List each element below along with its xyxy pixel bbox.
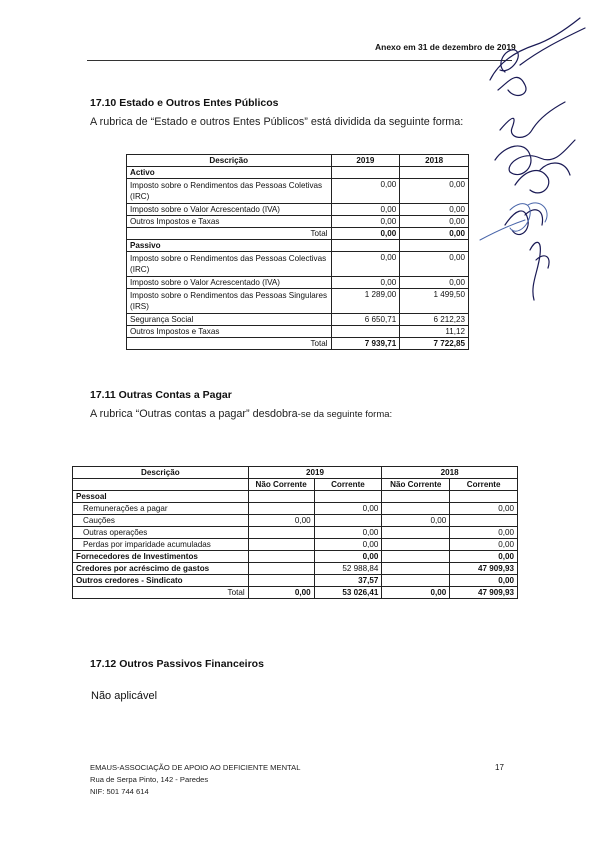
cell-nc-2018 (382, 539, 450, 551)
table-row (73, 539, 518, 551)
table-row (127, 314, 469, 326)
cell-nc-2018 (382, 563, 450, 575)
document-header: Anexo em 31 de dezembro de 2019 (375, 42, 516, 52)
cell-nc-2019: 0,00 (248, 515, 314, 527)
total-row (127, 338, 469, 350)
total-2019: 0,00 (331, 228, 400, 240)
table-subheader-row (73, 479, 518, 491)
cell-2019: 6 650,71 (331, 314, 400, 326)
cell-nc-2019 (248, 527, 314, 539)
row-label: Segurança Social (127, 314, 332, 326)
cell-c-2018: 47 909,93 (450, 563, 518, 575)
cell-2019 (331, 326, 400, 338)
cell-2018: 0,00 (400, 277, 469, 289)
estado-table (126, 154, 469, 350)
cell-nc-2018: 0,00 (382, 515, 450, 527)
cell-2018: 1 499,50 (400, 289, 469, 314)
row-label: Remunerações a pagar (73, 503, 249, 515)
cell-nc-2018 (382, 551, 450, 563)
table-row (127, 179, 469, 204)
cell-2018: 0,00 (400, 252, 469, 277)
row-label: Fornecedores de Investimentos (73, 551, 249, 563)
section-intro-estado: A rubrica de “Estado e outros Entes Públicos” está dividida da seguinte forma: (90, 116, 464, 128)
col-header-2018: 2018 (382, 467, 518, 479)
col-header-descricao: Descrição (73, 467, 249, 479)
row-label: Outros Impostos e Taxas (127, 326, 332, 338)
row-label: Imposto sobre o Rendimentos das Pessoas Colectivas (IRC) (127, 252, 332, 277)
table-row (73, 551, 518, 563)
total-nc-2018: 0,00 (382, 587, 450, 599)
total-label: Total (73, 587, 249, 599)
footer-org-name: EMAUS-ASSOCIAÇÃO DE APOIO AO DEFICIENTE MENTAL (90, 763, 301, 772)
total-label: Total (127, 338, 332, 350)
subheader-corrente-2019: Corrente (314, 479, 382, 491)
cell-c-2019 (314, 515, 382, 527)
row-label: Perdas por imparidade acumuladas (73, 539, 249, 551)
total-row (127, 228, 469, 240)
total-2019: 7 939,71 (331, 338, 400, 350)
cell-c-2019: 0,00 (314, 527, 382, 539)
section-title-estado: 17.10 Estado e Outros Entes Públicos (90, 97, 279, 109)
total-nc-2019: 0,00 (248, 587, 314, 599)
col-header-2018: 2018 (400, 155, 469, 167)
total-2018: 7 722,85 (400, 338, 469, 350)
cell-c-2019: 37,57 (314, 575, 382, 587)
table-row (127, 289, 469, 314)
cell-nc-2019 (248, 539, 314, 551)
col-header-descricao: Descrição (127, 155, 332, 167)
table-row (127, 277, 469, 289)
cell-nc-2018 (382, 503, 450, 515)
group-row-activo (127, 167, 469, 179)
header-rule (87, 60, 512, 61)
group-label: Passivo (127, 240, 332, 252)
table-header-row (73, 467, 518, 479)
cell-2018: 6 212,23 (400, 314, 469, 326)
cell-2019: 0,00 (331, 277, 400, 289)
page-number: 17 (495, 763, 504, 772)
subheader-nao-corrente-2018: Não Corrente (382, 479, 450, 491)
cell-c-2018: 0,00 (450, 503, 518, 515)
table-row (73, 563, 518, 575)
cell-nc-2018 (382, 527, 450, 539)
total-label: Total (127, 228, 332, 240)
cell-c-2019: 0,00 (314, 539, 382, 551)
total-c-2019: 53 026,41 (314, 587, 382, 599)
group-row-pessoal (73, 491, 518, 503)
row-label: Imposto sobre o Rendimentos das Pessoas Singulares (IRS) (127, 289, 332, 314)
footer-address: Rua de Serpa Pinto, 142 - Paredes (90, 775, 209, 784)
row-label: Imposto sobre o Rendimentos das Pessoas Coletivas (IRC) (127, 179, 332, 204)
subheader-corrente-2018: Corrente (450, 479, 518, 491)
cell-nc-2019 (248, 563, 314, 575)
cell-nc-2019 (248, 503, 314, 515)
table-header-row (127, 155, 469, 167)
cell-c-2018: 0,00 (450, 527, 518, 539)
group-label: Activo (127, 167, 332, 179)
cell-nc-2019 (248, 551, 314, 563)
table-row (73, 575, 518, 587)
row-label: Imposto sobre o Valor Acrescentado (IVA) (127, 277, 332, 289)
cell-2018: 0,00 (400, 216, 469, 228)
table-row (127, 216, 469, 228)
row-label: Outros credores - Sindicato (73, 575, 249, 587)
footer-nif: NIF: 501 744 614 (90, 787, 149, 796)
total-row (73, 587, 518, 599)
cell-c-2019: 52 988,84 (314, 563, 382, 575)
total-c-2018: 47 909,93 (450, 587, 518, 599)
cell-c-2019: 0,00 (314, 503, 382, 515)
table-row (73, 503, 518, 515)
table-row (73, 515, 518, 527)
section-title-outros-passivos: 17.12 Outros Passivos Financeiros (90, 658, 264, 670)
table-row (73, 527, 518, 539)
intro-tail: -se da seguinte forma: (297, 409, 393, 420)
cell-c-2018: 0,00 (450, 539, 518, 551)
handwritten-signatures (470, 10, 595, 310)
cell-2019: 0,00 (331, 204, 400, 216)
section-text-nao-aplicavel: Não aplicável (91, 690, 158, 702)
cell-2018: 11,12 (400, 326, 469, 338)
cell-2019: 0,00 (331, 216, 400, 228)
intro-main: A rubrica “Outras contas a pagar” desdobra (90, 408, 298, 420)
total-2018: 0,00 (400, 228, 469, 240)
subheader-nao-corrente-2019: Não Corrente (248, 479, 314, 491)
cell-2018: 0,00 (400, 179, 469, 204)
cell-nc-2018 (382, 575, 450, 587)
cell-2019: 0,00 (331, 179, 400, 204)
col-header-2019: 2019 (248, 467, 382, 479)
cell-2019: 0,00 (331, 252, 400, 277)
outras-contas-table (72, 466, 518, 599)
col-header-2019: 2019 (331, 155, 400, 167)
row-label: Imposto sobre o Valor Acrescentado (IVA) (127, 204, 332, 216)
cell-c-2018: 0,00 (450, 551, 518, 563)
group-label: Pessoal (73, 491, 249, 503)
cell-c-2018 (450, 515, 518, 527)
row-label: Outros Impostos e Taxas (127, 216, 332, 228)
cell-c-2019: 0,00 (314, 551, 382, 563)
section-title-outras-contas: 17.11 Outras Contas a Pagar (90, 389, 232, 401)
section-intro-outras-contas (90, 408, 392, 420)
cell-nc-2019 (248, 575, 314, 587)
table-row (127, 326, 469, 338)
table-row (127, 252, 469, 277)
cell-2018: 0,00 (400, 204, 469, 216)
row-label: Cauções (73, 515, 249, 527)
group-row-passivo (127, 240, 469, 252)
cell-2019: 1 289,00 (331, 289, 400, 314)
table-row (127, 204, 469, 216)
row-label: Credores por acréscimo de gastos (73, 563, 249, 575)
row-label: Outras operações (73, 527, 249, 539)
cell-c-2018: 0,00 (450, 575, 518, 587)
